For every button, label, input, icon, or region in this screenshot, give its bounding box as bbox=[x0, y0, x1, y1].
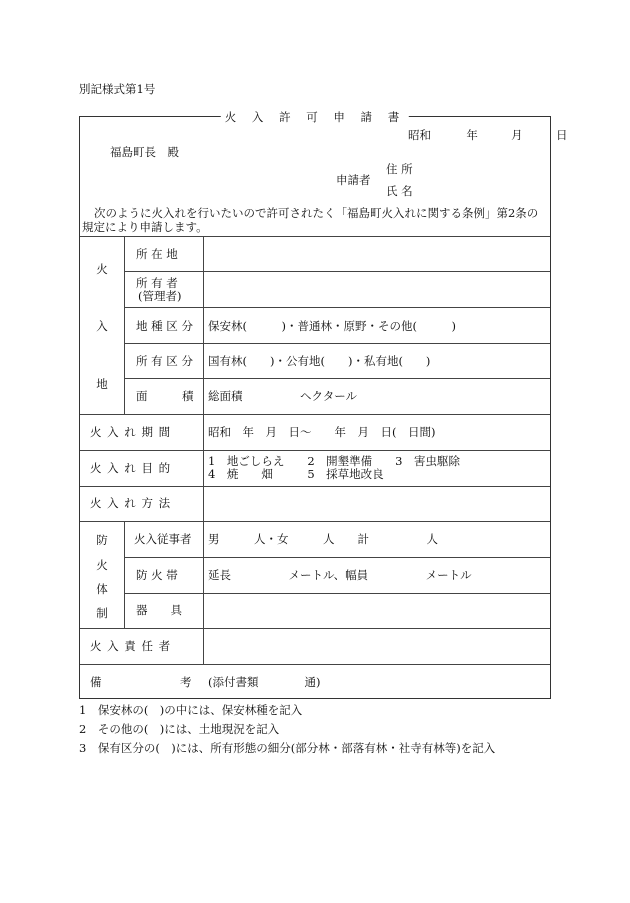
note-2: 2 その他の( )には、土地現況を記入 bbox=[79, 722, 280, 736]
date-month: 月 bbox=[511, 128, 523, 142]
workers-label: 火入従事者 bbox=[134, 532, 192, 546]
purpose-line-2: 4 焼 畑 5 採草地改良 bbox=[208, 467, 384, 481]
firebreak-label: 防 火 帯 bbox=[136, 568, 178, 582]
fire-group-char-3: 体 bbox=[96, 582, 108, 596]
period-label: 火 入 れ 期 間 bbox=[90, 425, 172, 439]
site-group-char-1: 火 bbox=[96, 262, 108, 276]
method-label: 火 入 れ 方 法 bbox=[90, 496, 172, 510]
remarks-label-1: 備 bbox=[90, 675, 102, 689]
fire-group-char-1: 防 bbox=[96, 533, 108, 547]
area-label: 面 積 bbox=[136, 389, 194, 403]
workers-value: 男 人・女 人 計 人 bbox=[208, 532, 438, 546]
fire-group-char-4: 制 bbox=[96, 606, 108, 620]
land-class-label: 地 種 区 分 bbox=[136, 319, 193, 333]
manager-label: (管理者) bbox=[138, 289, 182, 303]
area-value: 総面積 ヘクタール bbox=[208, 389, 358, 403]
period-value: 昭和 年 月 日～ 年 月 日( 日間) bbox=[208, 425, 436, 439]
form-id: 別記様式第1号 bbox=[79, 82, 156, 96]
location-label: 所 在 地 bbox=[136, 247, 178, 261]
date-era: 昭和 bbox=[408, 128, 431, 142]
remarks-value: (添付書類 通) bbox=[208, 675, 321, 689]
site-group-char-3: 地 bbox=[96, 377, 108, 391]
purpose-line-1: 1 地ごしらえ 2 開墾準備 3 害虫駆除 bbox=[208, 454, 460, 468]
remarks-label-2: 考 bbox=[180, 675, 192, 689]
purpose-label: 火 入 れ 目 的 bbox=[90, 461, 172, 475]
land-class-value: 保安林( )・普通林・原野・その他( ) bbox=[208, 319, 456, 333]
applicant-name-label: 氏 名 bbox=[386, 184, 413, 198]
note-3: 3 保有区分の( )には、所有形態の細分(部分林・部落有林・社寺有林等)を記入 bbox=[79, 741, 496, 755]
firebreak-value: 延長 メートル、幅員 メートル bbox=[208, 568, 472, 582]
application-form bbox=[79, 110, 568, 699]
equipment-label: 器 具 bbox=[136, 603, 182, 617]
responsible-label: 火 入 責 任 者 bbox=[90, 639, 172, 653]
addressee: 福島町長 殿 bbox=[110, 145, 179, 159]
site-group-char-2: 入 bbox=[96, 319, 108, 333]
date-year: 年 bbox=[466, 128, 478, 142]
fire-group-char-2: 火 bbox=[96, 558, 108, 572]
ownership-class-label: 所 有 区 分 bbox=[136, 354, 193, 368]
intro-line-2: 規定により申請します。 bbox=[82, 220, 208, 234]
applicant-label: 申請者 bbox=[336, 173, 371, 187]
note-1: 1 保安林の( )の中には、保安林種を記入 bbox=[79, 703, 303, 717]
form-title: 火 入 許 可 申 請 書 bbox=[221, 109, 409, 125]
owner-label: 所 有 者 bbox=[136, 276, 178, 290]
intro-line-1: 次のように火入れを行いたいので許可されたく「福島町火入れに関する条例」第2条の bbox=[94, 206, 539, 220]
applicant-address-label: 住 所 bbox=[386, 162, 413, 176]
date-line bbox=[408, 129, 567, 142]
ownership-class-value: 国有林( )・公有地( )・私有地( ) bbox=[208, 354, 431, 368]
date-day: 日 bbox=[555, 128, 568, 142]
